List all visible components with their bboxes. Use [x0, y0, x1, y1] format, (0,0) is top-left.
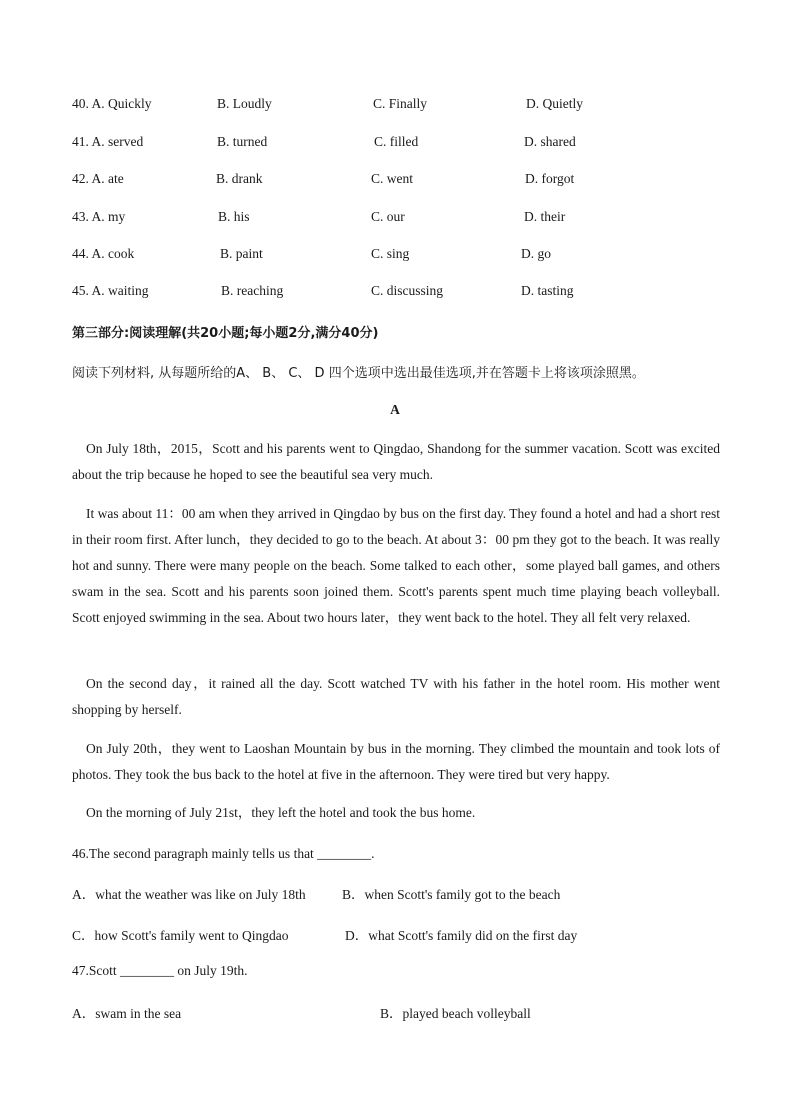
passage-paragraph-2: It was about 11：00 am when they arrived in Qingdao by bus on the first day. They found a hotel and had a short rest in their room first. After lunch，they decided to go to the beach. At about 3：00 pm they got to the beach. It was really hot and sunny. There were many people on the beach. Some talked to each other，some played ball games, and others swam in the sea. Scott and his parents soon joined them. Scott's parents spent much time playing beach volleyball. Scott enjoyed swimming in the sea. About two hours later，they went back to the hotel. They all felt very relaxed. — [72, 506, 720, 625]
option-d: D. Quietly — [526, 96, 583, 111]
option-row-40 — [72, 96, 722, 116]
option-c: C. Finally — [373, 96, 428, 111]
option-d: D. tasting — [521, 283, 574, 298]
option-c: C. sing — [371, 246, 410, 261]
passage-paragraph-5: On the morning of July 21st，they left the hotel and took the bus home. — [86, 805, 476, 820]
option-row-42 — [72, 171, 722, 191]
passage-paragraph-4: On July 20th，they went to Laoshan Mountain by bus in the morning. They climbed the mountain and took lots of photos. They took the bus back to the hotel at five in the afternoon. They were tired but very happy. — [72, 741, 720, 782]
option-b: B. turned — [217, 134, 268, 149]
option-d: D. go — [521, 246, 551, 261]
option-a: 40. A. Quickly — [72, 96, 152, 111]
option-row-45 — [72, 283, 722, 303]
option-b: B. reaching — [221, 283, 284, 298]
question-46-options-ab — [72, 883, 722, 903]
option-c: C．how Scott's family went to Qingdao — [72, 928, 289, 943]
option-c: C. went — [371, 171, 413, 186]
option-row-43 — [72, 209, 722, 229]
option-row-44 — [72, 246, 722, 266]
passage-label: A — [390, 402, 400, 417]
section-title: 第三部分:阅读理解(共20小题;每小题2分,满分40分) — [72, 326, 379, 341]
option-a: A．what the weather was like on July 18th — [72, 887, 306, 902]
option-a: 41. A. served — [72, 134, 144, 149]
option-b: B．when Scott's family got to the beach — [342, 887, 561, 902]
option-b: B. drank — [216, 171, 263, 186]
option-row-41 — [72, 134, 722, 154]
question-46-options-cd — [72, 924, 722, 944]
passage-paragraph-1: On July 18th，2015，Scott and his parents went to Qingdao, Shandong for the summer vacation. Scott was excited about the trip because he hoped to see the beautiful sea very much. — [72, 441, 720, 482]
option-a: 44. A. cook — [72, 246, 135, 261]
option-a: A．swam in the sea — [72, 1006, 182, 1021]
question-46-stem: 46.The second paragraph mainly tells us that ________. — [72, 846, 375, 861]
option-a: 42. A. ate — [72, 171, 124, 186]
option-a: 45. A. waiting — [72, 283, 149, 298]
option-b: B. Loudly — [217, 96, 272, 111]
option-d: D. forgot — [525, 171, 575, 186]
option-b: B. his — [218, 209, 250, 224]
option-d: D．what Scott's family did on the first day — [345, 928, 578, 943]
option-b: B. paint — [220, 246, 263, 261]
option-c: C. our — [371, 209, 405, 224]
option-c: C. filled — [374, 134, 419, 149]
option-b: B．played beach volleyball — [380, 1006, 531, 1021]
option-d: D. their — [524, 209, 566, 224]
option-d: D. shared — [524, 134, 576, 149]
option-a: 43. A. my — [72, 209, 126, 224]
question-47-stem: 47.Scott ________ on July 19th. — [72, 963, 248, 978]
question-47-options-ab — [72, 1002, 722, 1022]
instruction-text: 阅读下列材料, 从每题所给的A、 B、 C、 D 四个选项中选出最佳选项,并在答题卡上将该项涂照黑。 — [72, 366, 645, 381]
option-c: C. discussing — [371, 283, 444, 298]
passage-paragraph-3: On the second day，it rained all the day. Scott watched TV with his father in the hotel room. His mother went shopping by herself. — [72, 676, 720, 717]
